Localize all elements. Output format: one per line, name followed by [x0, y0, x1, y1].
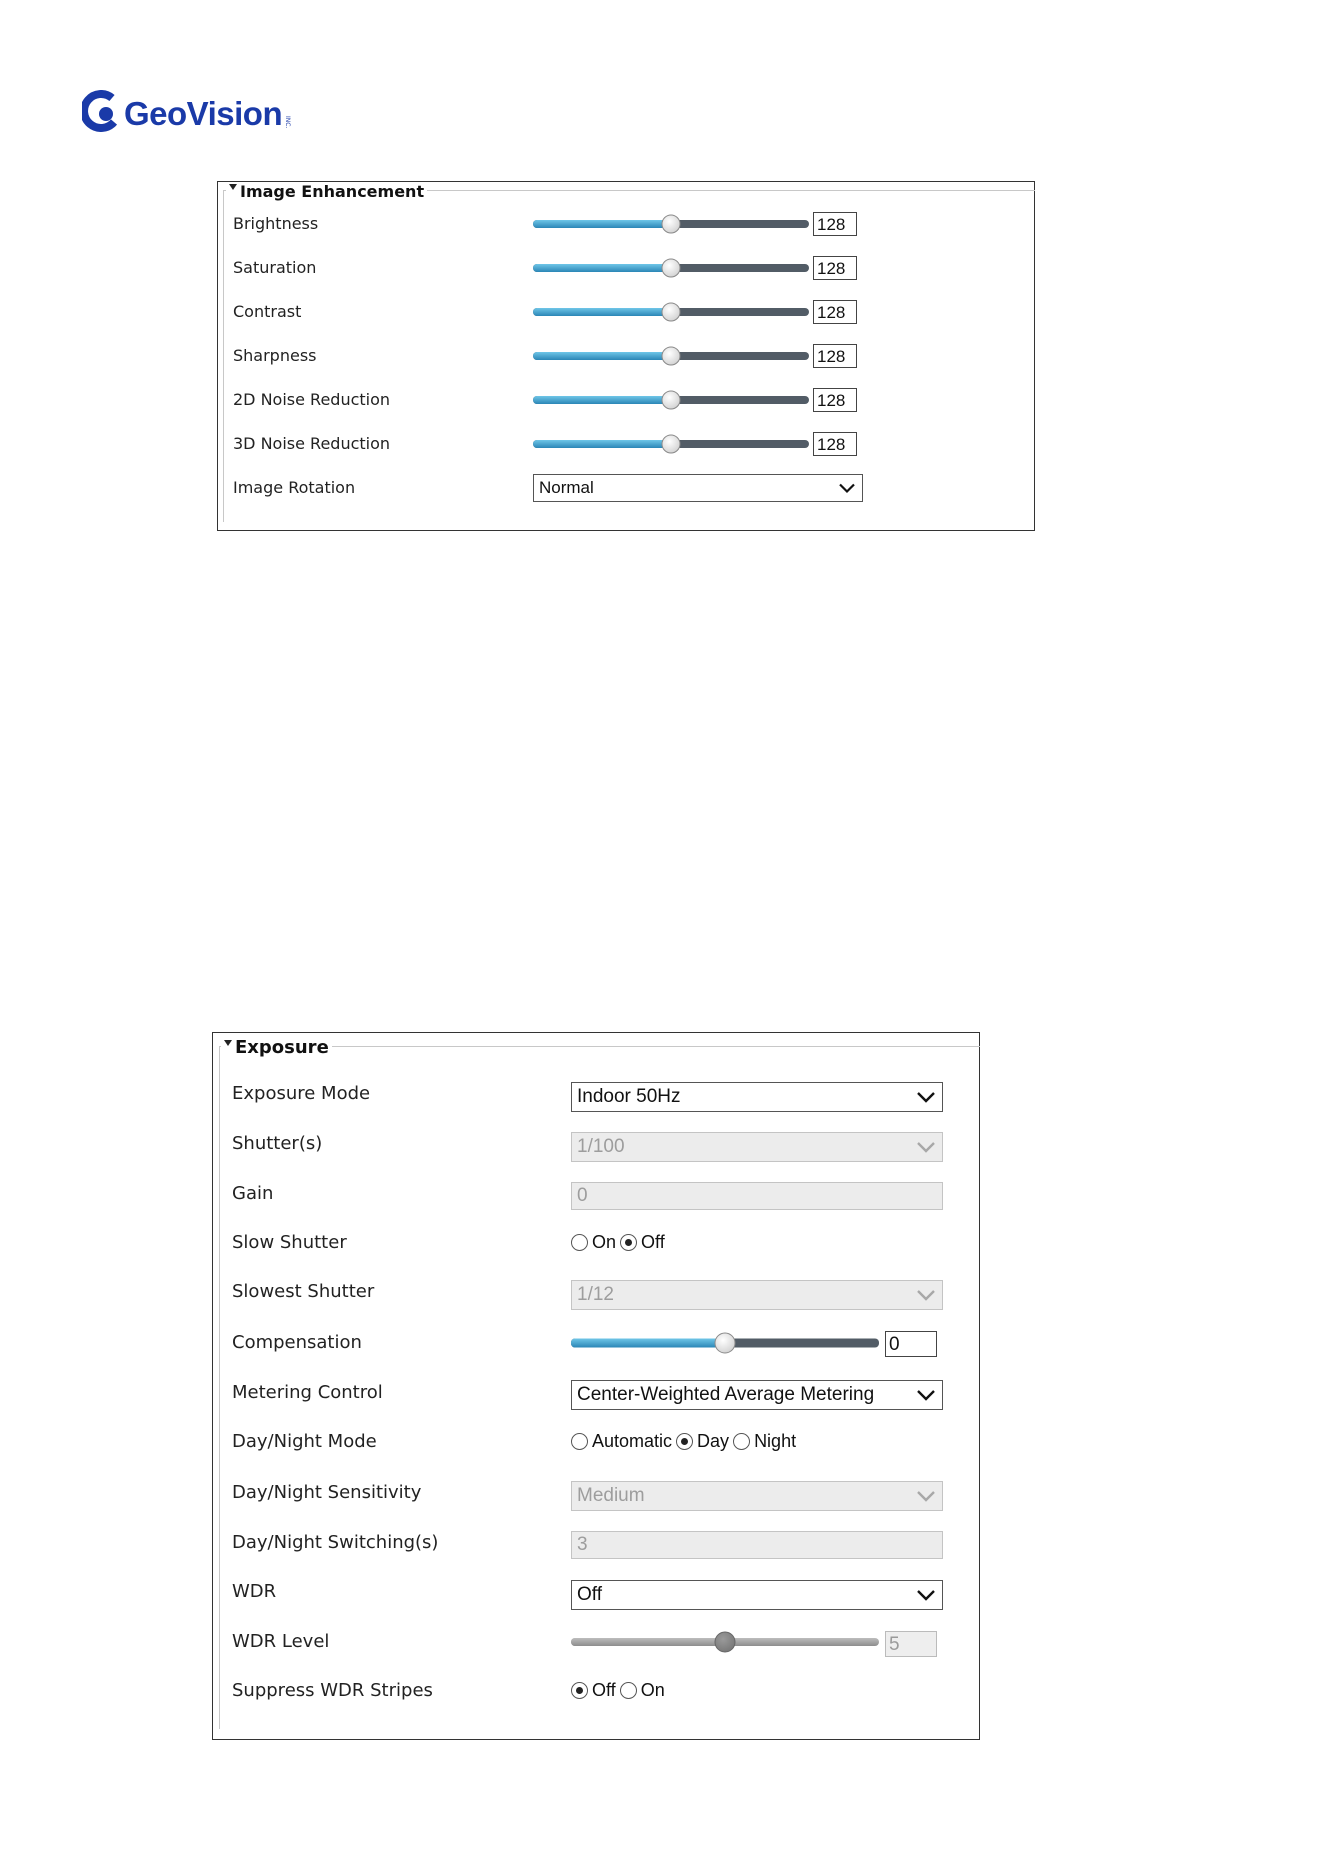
chevron-down-icon: [916, 1490, 936, 1502]
slider-label: Sharpness: [233, 346, 317, 365]
exposure-title[interactable]: Exposure: [221, 1037, 332, 1058]
slowest-shutter-select[interactable]: [571, 1280, 943, 1310]
wdr-level-label: WDR Level: [232, 1631, 330, 1652]
slider-value-input[interactable]: 128: [813, 256, 857, 280]
slider-thumb[interactable]: [662, 391, 681, 410]
slider-thumb[interactable]: [715, 1632, 736, 1653]
slowest-shutter-value: 1/12: [577, 1284, 614, 1305]
slider-sharpness[interactable]: [533, 344, 809, 368]
slider-thumb[interactable]: [715, 1333, 736, 1354]
wdr-label: WDR: [232, 1581, 277, 1602]
gain-value: 0: [577, 1185, 588, 1206]
day-night-switching-input[interactable]: [571, 1531, 943, 1559]
day-night-sensitivity-label: Day/Night Sensitivity: [232, 1482, 422, 1503]
slider-label: Brightness: [233, 214, 319, 233]
image-enhancement-panel: [217, 181, 1035, 531]
exposure-panel: [212, 1032, 980, 1740]
slowest-shutter-label: Slowest Shutter: [232, 1281, 375, 1302]
chevron-down-icon: [916, 1289, 936, 1301]
shutter-label: Shutter(s): [232, 1133, 323, 1154]
slider-label: 2D Noise Reduction: [233, 390, 391, 409]
wdr-level-value-input[interactable]: 5: [885, 1631, 937, 1657]
suppress-wdr-radio-group: [571, 1680, 669, 1701]
collapse-triangle-icon[interactable]: [229, 184, 237, 190]
gain-input[interactable]: [571, 1182, 943, 1210]
exposure-mode-select[interactable]: [571, 1082, 943, 1112]
shutter-select[interactable]: [571, 1132, 943, 1162]
slider-label: 3D Noise Reduction: [233, 434, 391, 453]
slider-2d-noise-reduction[interactable]: [533, 388, 809, 412]
slider-fill: [533, 220, 671, 228]
gain-label: Gain: [232, 1183, 274, 1204]
exposure-mode-label: Exposure Mode: [232, 1083, 371, 1104]
day-night-sensitivity-select[interactable]: [571, 1481, 943, 1511]
slider-fill: [533, 396, 671, 404]
slider-saturation[interactable]: [533, 256, 809, 280]
slider-value-input[interactable]: 128: [813, 344, 857, 368]
slider-fill: [533, 352, 671, 360]
compensation-slider[interactable]: [571, 1331, 879, 1355]
compensation-value-input[interactable]: 0: [885, 1331, 937, 1357]
slider-brightness[interactable]: [533, 212, 809, 236]
wdr-value: Off: [577, 1584, 602, 1605]
day-night-automatic-radio[interactable]: Automatic: [571, 1431, 672, 1452]
metering-control-select[interactable]: [571, 1380, 943, 1410]
slider-value-input[interactable]: 128: [813, 300, 857, 324]
slider-value-input[interactable]: 128: [813, 388, 857, 412]
slider-thumb[interactable]: [662, 259, 681, 278]
image-enhancement-title[interactable]: Image Enhancement: [226, 182, 427, 201]
collapse-triangle-icon[interactable]: [224, 1040, 232, 1046]
slider-fill: [533, 308, 671, 316]
chevron-down-icon: [916, 1389, 936, 1401]
day-night-day-radio[interactable]: Day: [676, 1431, 729, 1452]
day-night-switching-label: Day/Night Switching(s): [232, 1532, 439, 1553]
slider-fill: [571, 1339, 725, 1348]
slider-fill: [571, 1638, 725, 1646]
image-rotation-value: Normal: [539, 478, 594, 497]
compensation-label: Compensation: [232, 1332, 362, 1353]
slider-label: Saturation: [233, 258, 317, 277]
wdr-level-slider[interactable]: [571, 1630, 879, 1654]
geovision-logo-icon: [82, 90, 120, 132]
image-rotation-label: Image Rotation: [233, 478, 356, 497]
wdr-select[interactable]: [571, 1580, 943, 1610]
image-rotation-select[interactable]: [533, 474, 863, 502]
chevron-down-icon: [916, 1589, 936, 1601]
metering-control-value: Center-Weighted Average Metering: [577, 1384, 875, 1405]
slider-fill: [533, 264, 671, 272]
slider-thumb[interactable]: [662, 215, 681, 234]
suppress-wdr-off-radio[interactable]: Off: [571, 1680, 616, 1701]
slow-shutter-label: Slow Shutter: [232, 1232, 347, 1253]
day-night-mode-label: Day/Night Mode: [232, 1431, 377, 1452]
brand-tm: INC.: [284, 115, 292, 129]
slider-label: Contrast: [233, 302, 302, 321]
chevron-down-icon: [916, 1091, 936, 1103]
slider-contrast[interactable]: [533, 300, 809, 324]
exposure-mode-value: Indoor 50Hz: [577, 1086, 681, 1107]
metering-control-label: Metering Control: [232, 1382, 383, 1403]
slider-thumb[interactable]: [662, 303, 681, 322]
slider-fill: [533, 440, 671, 448]
day-night-switching-value: 3: [577, 1534, 588, 1555]
day-night-mode-radio-group: [571, 1431, 800, 1452]
slider-thumb[interactable]: [662, 435, 681, 454]
day-night-sensitivity-value: Medium: [577, 1485, 645, 1506]
slow-shutter-off-radio[interactable]: Off: [620, 1232, 665, 1253]
slider-3d-noise-reduction[interactable]: [533, 432, 809, 456]
chevron-down-icon: [916, 1141, 936, 1153]
slider-value-input[interactable]: 128: [813, 212, 857, 236]
geovision-logo: [82, 86, 291, 136]
slider-value-input[interactable]: 128: [813, 432, 857, 456]
chevron-down-icon: [838, 483, 856, 494]
slider-thumb[interactable]: [662, 347, 681, 366]
slow-shutter-on-radio[interactable]: On: [571, 1232, 616, 1253]
suppress-wdr-stripes-label: Suppress WDR Stripes: [232, 1680, 433, 1701]
slow-shutter-radio-group: [571, 1232, 669, 1253]
day-night-night-radio[interactable]: Night: [733, 1431, 796, 1452]
shutter-value: 1/100: [577, 1136, 625, 1157]
suppress-wdr-on-radio[interactable]: On: [620, 1680, 665, 1701]
brand-name: GeoVision: [124, 95, 283, 132]
